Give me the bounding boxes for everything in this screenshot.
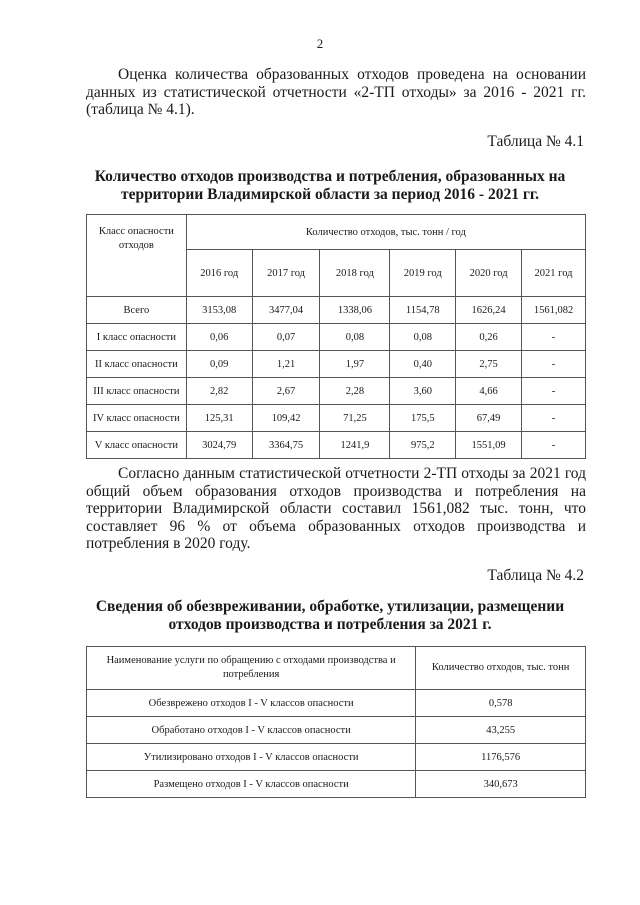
cell-value: 0,578 xyxy=(416,690,586,717)
cell-value: 0,26 xyxy=(456,324,522,351)
cell-value: - xyxy=(522,405,586,432)
row-label: Обезврежено отходов I - V классов опасности xyxy=(87,690,416,717)
row-label: II класс опасности xyxy=(87,351,187,378)
table-row xyxy=(87,717,586,744)
cell-value: 1241,9 xyxy=(320,432,390,459)
row-label: V класс опасности xyxy=(87,432,187,459)
cell-value: 3364,75 xyxy=(252,432,320,459)
cell-value: 109,42 xyxy=(252,405,320,432)
year-header: 2021 год xyxy=(522,250,586,297)
cell-value: 1176,576 xyxy=(416,744,586,771)
cell-value: 2,67 xyxy=(252,378,320,405)
service-name-header: Наименование услуги по обращению с отходами производства и потребления xyxy=(87,647,416,690)
summary-paragraph: Согласно данным статистической отчетности 2-ТП отходы за 2021 год общий объем образования отходов производства и потребления на территории Владимирской области составил 1561,082 тыс. тонн, что составляет 96 % от объема образованных отходов производства и потребления в 2020 году. xyxy=(86,465,586,552)
cell-value: 975,2 xyxy=(390,432,456,459)
cell-value: 3,60 xyxy=(390,378,456,405)
cell-value: 125,31 xyxy=(186,405,252,432)
table-row xyxy=(87,378,586,405)
cell-value: 3153,08 xyxy=(186,297,252,324)
cell-value: - xyxy=(522,324,586,351)
year-header: 2018 год xyxy=(320,250,390,297)
table-row xyxy=(87,351,586,378)
waste-generation-table xyxy=(86,214,586,459)
cell-value: 1626,24 xyxy=(456,297,522,324)
cell-value: - xyxy=(522,432,586,459)
cell-value: 0,40 xyxy=(390,351,456,378)
table-row xyxy=(87,324,586,351)
cell-value: 1,21 xyxy=(252,351,320,378)
intro-paragraph: Оценка количества образованных отходов проведена на основании данных из статистической отчетности «2-ТП отходы» за 2016 - 2021 гг. (таблица № 4.1). xyxy=(86,66,586,118)
cell-value: 0,08 xyxy=(390,324,456,351)
cell-value: 175,5 xyxy=(390,405,456,432)
quantity-header: Количество отходов, тыс. тонн xyxy=(416,647,586,690)
row-label: Размещено отходов I - V классов опасности xyxy=(87,771,416,798)
table2-title: Сведения об обезвреживании, обработке, утилизации, размещении отходов производства и потребления за 2021 г. xyxy=(95,598,565,633)
row-label: I класс опасности xyxy=(87,324,187,351)
year-header: 2016 год xyxy=(186,250,252,297)
cell-value: 2,28 xyxy=(320,378,390,405)
year-header: 2020 год xyxy=(456,250,522,297)
waste-handling-table xyxy=(86,646,586,798)
row-label: IV класс опасности xyxy=(87,405,187,432)
table2-label: Таблица № 4.2 xyxy=(487,567,584,584)
table-row xyxy=(87,771,586,798)
table-row xyxy=(87,432,586,459)
cell-value: 4,66 xyxy=(456,378,522,405)
table-row xyxy=(87,744,586,771)
row-label: III класс опасности xyxy=(87,378,187,405)
cell-value: 3477,04 xyxy=(252,297,320,324)
cell-value: 43,255 xyxy=(416,717,586,744)
page-number: 2 xyxy=(316,36,324,51)
table-row xyxy=(87,405,586,432)
row-label: Утилизировано отходов I - V классов опасности xyxy=(87,744,416,771)
cell-value: 0,09 xyxy=(186,351,252,378)
year-header: 2019 год xyxy=(390,250,456,297)
table-row xyxy=(87,297,586,324)
quantity-header: Количество отходов, тыс. тонн / год xyxy=(186,215,585,250)
row-label: Всего xyxy=(87,297,187,324)
cell-value: 3024,79 xyxy=(186,432,252,459)
table-row xyxy=(87,690,586,717)
cell-value: 0,07 xyxy=(252,324,320,351)
cell-value: 1561,082 xyxy=(522,297,586,324)
year-header: 2017 год xyxy=(252,250,320,297)
table1-title: Количество отходов производства и потребления, образованных на территории Владимирской области за период 2016 - 2021 гг. xyxy=(94,168,566,203)
cell-value: 2,82 xyxy=(186,378,252,405)
cell-value: 1338,06 xyxy=(320,297,390,324)
table1-label: Таблица № 4.1 xyxy=(487,133,584,150)
cell-value: - xyxy=(522,378,586,405)
cell-value: 2,75 xyxy=(456,351,522,378)
cell-value: - xyxy=(522,351,586,378)
row-label: Обработано отходов I - V классов опасности xyxy=(87,717,416,744)
cell-value: 0,08 xyxy=(320,324,390,351)
cell-value: 67,49 xyxy=(456,405,522,432)
cell-value: 1,97 xyxy=(320,351,390,378)
cell-value: 1154,78 xyxy=(390,297,456,324)
cell-value: 71,25 xyxy=(320,405,390,432)
cell-value: 340,673 xyxy=(416,771,586,798)
cell-value: 0,06 xyxy=(186,324,252,351)
cell-value: 1551,09 xyxy=(456,432,522,459)
class-header: Класс опасности отходов xyxy=(87,215,187,297)
